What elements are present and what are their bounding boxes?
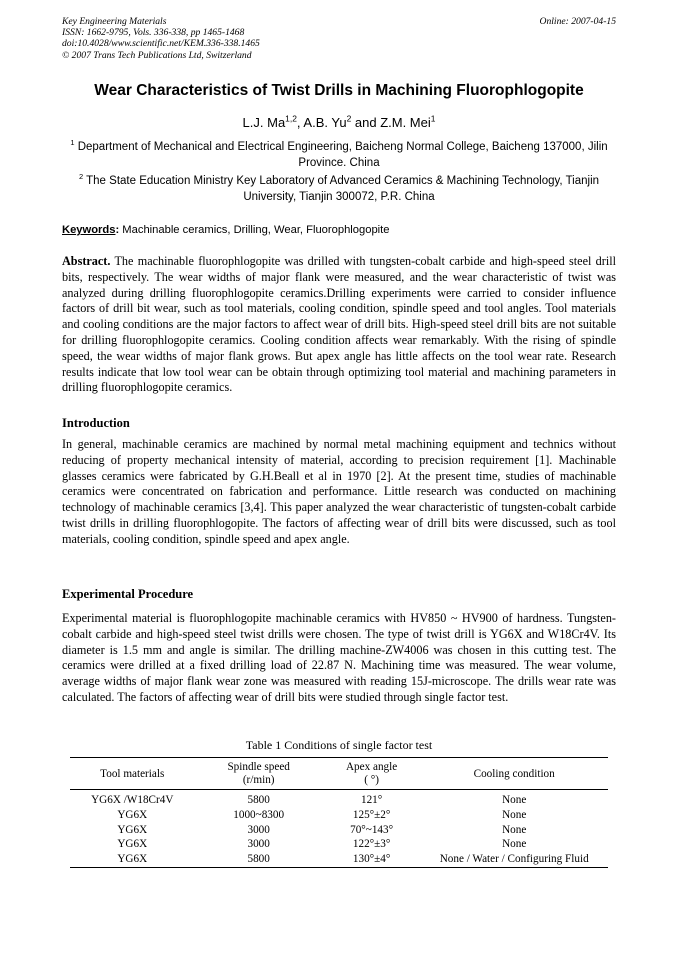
table-cell: 1000~8300 <box>233 808 285 821</box>
abstract-paragraph <box>62 254 616 396</box>
table-header-cell <box>420 758 608 790</box>
author-affiliation-mark: 2 <box>346 113 352 124</box>
author-list <box>40 115 638 130</box>
table-cell: YG6X /W18Cr4V <box>91 794 174 806</box>
table-row <box>70 790 608 808</box>
keywords-line: Keywords: Machinable ceramics, Drilling, Wear, Fluorophlogopite <box>62 224 390 236</box>
experimental-heading: Experimental Procedure <box>62 587 194 601</box>
table-header-row <box>70 758 608 790</box>
affiliation-mark: 2 <box>78 172 84 182</box>
author-affiliation-mark: 1,2 <box>285 113 297 124</box>
header-spindle-speed: Spindle speed (r/min) <box>227 761 290 786</box>
conditions-table <box>70 757 608 868</box>
issn-line: ISSN: 1662-9795, Vols. 336-338, pp 1465-1468 <box>62 27 245 39</box>
author-affiliation-mark: 1 <box>430 113 436 124</box>
table-cell: None <box>502 808 527 821</box>
affiliation-text: The State Education Ministry Key Laboratory of Advanced Ceramics & Machining Technology, Tianjin University, Tianjin 300072, P.R. China <box>86 175 600 203</box>
table-cell: 121° <box>360 794 383 806</box>
header-cooling-condition: Cooling condition <box>473 767 555 780</box>
table-cell: 3000 <box>247 838 270 851</box>
table-header-cell <box>195 758 323 790</box>
abstract-label: Abstract. <box>62 254 111 268</box>
doi-line: doi:10.4028/www.scientific.net/KEM.336-338.1465 <box>62 38 260 50</box>
author-name: L.J. Ma <box>242 115 286 130</box>
copyright-line: © 2007 Trans Tech Publications Ltd, Switzerland <box>62 49 252 61</box>
table-cell: 5800 <box>247 794 270 806</box>
table-row <box>70 837 608 852</box>
table-cell: None <box>502 823 527 836</box>
abstract-text: The machinable fluorophlogopite was drilled with tungsten-cobalt carbide and high-speed steel drill bits, respectively. The wear widths of major flank were measured, and the wear characteristic of twist was analyzed during drilling fluorophlogopite ceramics.Drilling experiments were carried to consider influence factors of drill bit wear, such as tool materials, cooling condition, spindle speed and tool angles. Tool materials and cooling conditions are the major factors to affect wear of drill bits. High-speed steel drill bits are not suitable for drilling fluorophlogopite ceramics. Cooling condition affects wear remarkably. With the rising of spindle speed, the wear widths of major flank grows. But apex angle has little affects on the tool wear rate. Research results indicate that low tool wear can be obtain through optimizing tool material and machining parameters in drilling fluorophlogopite ceramics. <box>62 254 616 395</box>
header-tool-materials: Tool materials <box>100 767 165 780</box>
paper-title: Wear Characteristics of Twist Drills in Machining Fluorophlogopite <box>94 82 584 99</box>
experimental-paragraph: Experimental material is fluorophlogopite machinable ceramics with HV850 ~ HV900 of hardness. Tungsten-cobalt carbide and high-speed steel twist drills were chosen. The type of twist drill is YG6X and W18Cr4V. Its diameter is 1.5 mm and angle is similar. The drilling machine-ZW4006 was chosen in this cutting test. The ceramics were drilled at a fixed drilling load of 22.87 N. Machining time was measured. The wear volume, average widths of major flank wear zone was measured with reading 15J-microscope. The drills wear rate was calculated. The factors of affecting wear of drill bits were studied through single factor test. <box>62 611 616 704</box>
journal-name: Key Engineering Materials <box>62 16 167 27</box>
table-cell: 125°±2° <box>352 808 391 821</box>
online-date: Online: 2007-04-15 <box>539 16 616 27</box>
affiliation-text: Department of Mechanical and Electrical Engineering, Baicheng Normal College, Baicheng 137000, Jilin Province. China <box>77 141 608 169</box>
table-row <box>70 808 608 823</box>
introduction-heading: Introduction <box>62 416 130 430</box>
table-cell: None / Water / Configuring Fluid <box>439 853 589 866</box>
author-name: Z.M. Mei <box>380 115 431 130</box>
author-separator: , <box>296 115 304 130</box>
header-apex-angle: Apex angle ( °) <box>345 761 398 786</box>
table-cell: 3000 <box>247 823 270 836</box>
table-row <box>70 823 608 838</box>
table-cell: YG6X <box>117 823 148 836</box>
table-caption: Table 1 Conditions of single factor test <box>245 738 433 752</box>
author-name: A.B. Yu <box>303 115 347 130</box>
table-cell: None <box>502 794 527 806</box>
affiliation-2 <box>62 173 616 205</box>
table-cell: 70°~143° <box>350 823 394 836</box>
table-header-cell <box>323 758 421 790</box>
journal-header <box>62 16 616 61</box>
table-cell: 5800 <box>247 853 270 866</box>
keywords-text: Machinable ceramics, Drilling, Wear, Fluorophlogopite <box>119 224 390 236</box>
affiliation-mark: 1 <box>70 138 75 148</box>
introduction-paragraph: In general, machinable ceramics are machined by normal metal machining equipment and technics without reducing of property mechanical intensity of material, according to precision requirement [1]. Machinable glasses ceramics were fabricated by G.H.Beall et al in 1970 [2]. At the present time, studies of machinable ceramics were concentrated on fabrication and performance. Little research was conducted on machining technology of machinable ceramics [3,4]. This paper analyzed the wear characteristic of tungsten-cobalt carbide twist drills in drilling fluorophlogopite. The factors of affecting wear of drill bits were discussed, such as tool materials, cooling condition, spindle speed and apex angle. <box>62 437 616 546</box>
table-cell: YG6X <box>117 838 148 851</box>
table-header-cell <box>70 758 195 790</box>
table-cell: YG6X <box>117 853 148 866</box>
table-cell: 130°±4° <box>352 853 391 866</box>
affiliation-1 <box>62 139 616 171</box>
table-cell: YG6X <box>117 808 148 821</box>
table-row <box>70 852 608 867</box>
table-cell: None <box>502 838 527 851</box>
table-cell: 122°±3° <box>352 838 391 851</box>
keywords-label: Keywords <box>62 224 116 236</box>
author-separator: and <box>351 115 381 130</box>
